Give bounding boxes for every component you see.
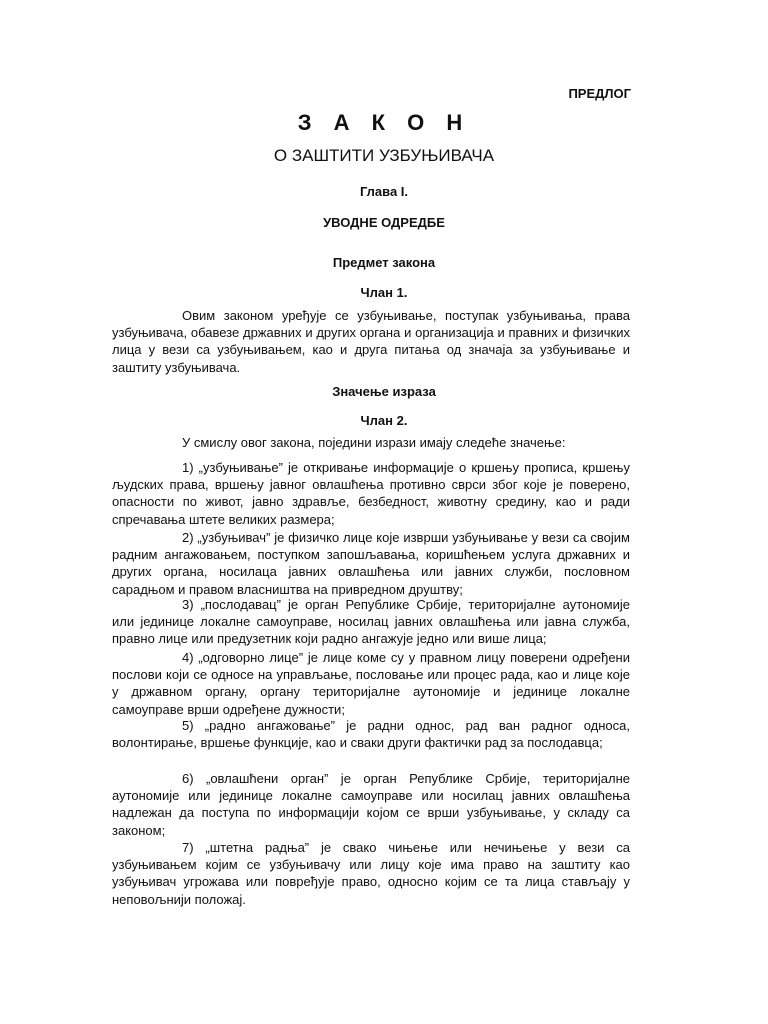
definition-item: 1) „узбуњивање” је откривање информације о кршењу прописа, кршењу људских права, вршењу јавног овлашћења противно сврси због које је поверено, опасности по живот, јавно здравље, безбедност, животну средину, као и ради спречавања штете великих размера;	[112, 460, 630, 527]
definition-item: 4) „одговорно лице” је лице коме су у правном лицу поверени одређени послови који се односе на управљање, пословање или процес рада, као и лице које у државном органу, органу територијалне аутономије и јединице локалне самоуправе врши одређене дужности;	[112, 650, 630, 717]
chapter-label: Глава I.	[359, 184, 409, 199]
article-label-1: Члан 1.	[360, 285, 408, 300]
article-2-intro: У смислу овог закона, поједини изрази имају следеће значење:	[182, 435, 566, 450]
law-subtitle: О ЗАШТИТИ УЗБУЊИВАЧА	[273, 146, 495, 165]
article-1-text: Овим законом уређује се узбуњивање, поступак узбуњивања, права узбуњивача, обавезе државних и других органа и организација и правних и физичких лица у вези са узбуњивањем, као и друга питања од значаја за узбуњивање и заштиту узбуњивача.	[112, 308, 630, 375]
chapter-title: УВОДНЕ ОДРЕДБЕ	[323, 215, 445, 230]
definition-item: 7) „штетна радња” је свако чињење или нечињење у вези са узбуњивањем којим се узбуњивачу или лицу које има право на заштиту као узбуњивач угрожава или повређује право, односно којим се та лица стављају у неповољнији положај.	[112, 840, 630, 907]
definition-item: 3) „послодавац” је орган Републике Србије, територијалне аутономије или јединице локалне самоуправе, носилац јавних овлашћења или јавна служба, правно лице или предузетник који радно ангажује једно или више лица;	[112, 597, 630, 647]
definition-item: 5) „радно ангажовање” је радни однос, рад ван радног односа, волонтирање, вршење функције, као и сваки други фактички рад за послодавца;	[112, 718, 630, 751]
definition-item: 6) „овлашћени орган” је орган Републике Србије, територијалне аутономије или јединице локалне самоуправе или носилац јавних овлашћења надлежан да поступа по информацији којом се врши узбуњивање, у складу са законом;	[112, 771, 630, 838]
draft-label: ПРЕДЛОГ	[568, 86, 631, 101]
article-label-2: Члан 2.	[360, 413, 408, 428]
law-title: З А К О Н	[297, 110, 471, 135]
definition-item: 2) „узбуњивач” је физичко лице које изврши узбуњивање у вези са својим радним ангажовањем, поступком запошљавања, коришћењем услуга државних и других органа, носилаца јавних овлашћења или јавних служби, пословном сарадњом и правом власништва на привредном друштву;	[112, 530, 630, 597]
section-title-definitions: Значење израза	[332, 384, 436, 399]
section-title-subject: Предмет закона	[332, 255, 436, 270]
